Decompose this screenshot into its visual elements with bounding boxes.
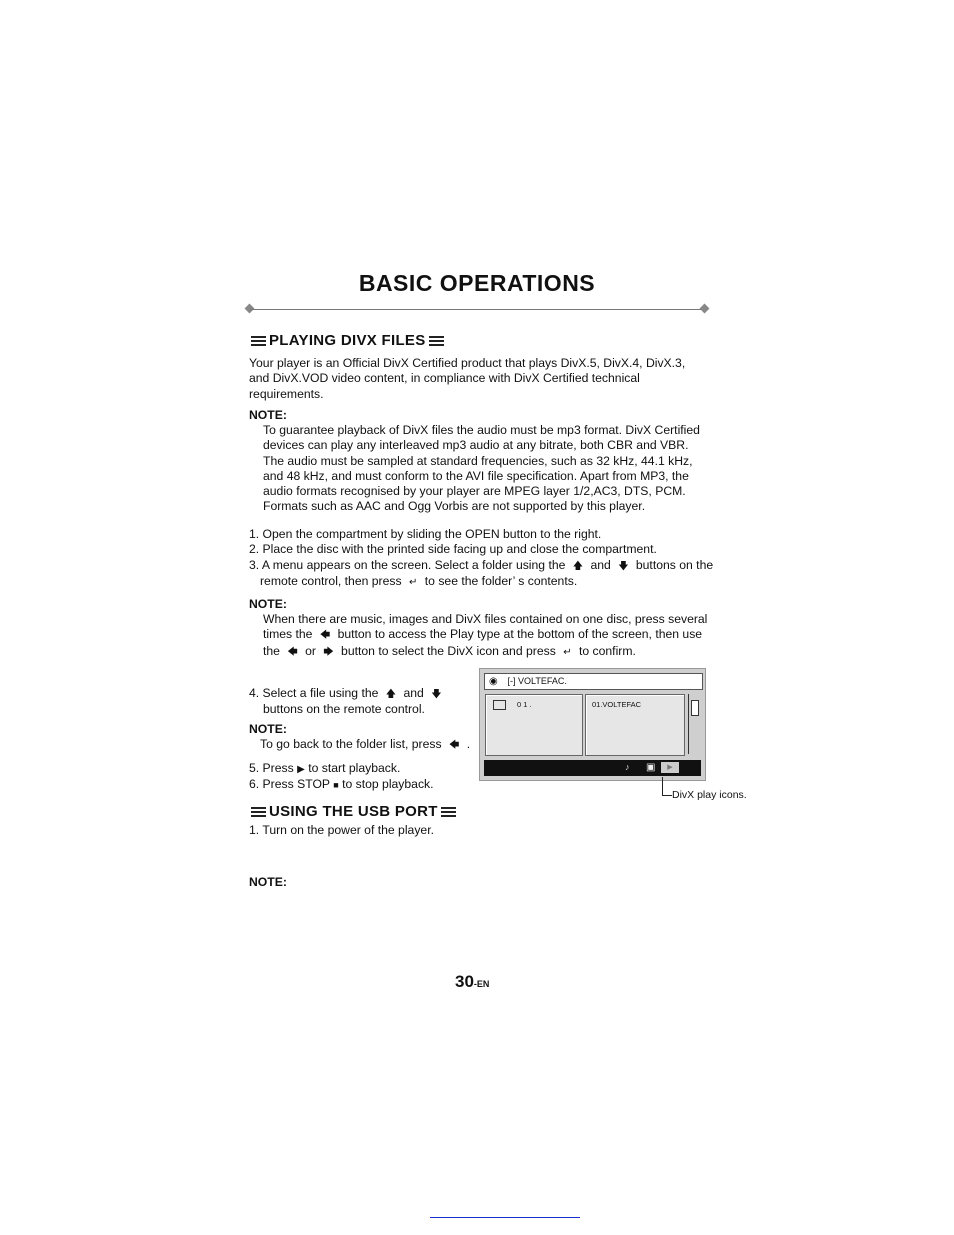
figure-caption: DivX play icons. (672, 789, 747, 801)
arrow-down-icon: 🡇 (618, 560, 629, 572)
step-4 (249, 686, 469, 718)
rule-right-diamond (700, 304, 710, 314)
screen-header-text: [-] VOLTEFAC. (507, 676, 567, 686)
enter-icon: ↵ (563, 646, 572, 658)
file-pane (585, 694, 685, 756)
step-item: 1. Turn on the power of the player. (249, 823, 434, 837)
text-line: requirements. (249, 386, 324, 401)
text-line: times the 🡄 button to access the Play type at the bottom of the screen, then use (263, 627, 733, 643)
scroll-thumb (691, 700, 699, 716)
enter-icon: ↵ (408, 576, 418, 588)
arrow-down-icon: 🡇 (431, 689, 442, 700)
text-line: the 🡄 or 🡆 button to select the DivX icon and press ↵ to confirm. (263, 644, 733, 660)
note-label: NOTE: (249, 597, 287, 611)
disc-icon: ◉ (489, 676, 498, 687)
heading-bars-icon (429, 335, 444, 346)
stop-icon: ■ (333, 780, 339, 791)
divx-menu-screen (479, 668, 706, 781)
text-line: 4. Select a file using the 🡅 and 🡇 (249, 686, 469, 702)
note-label: NOTE: (249, 408, 287, 422)
text-line: and DivX.VOD video content, in compliance with DivX Certified technical (249, 371, 640, 386)
note-paragraph (263, 612, 733, 660)
file-name: 01.VOLTEFAC (592, 700, 642, 709)
heading-bars-icon (251, 806, 266, 817)
screen-scrollbar (688, 694, 699, 754)
callout-leader (662, 777, 672, 796)
screen-header (484, 673, 703, 690)
text-line: To guarantee playback of DivX files the audio must be mp3 format. DivX Certified (263, 423, 700, 437)
step-item: 3. A menu appears on the screen. Select a folder using the 🡅 and 🡇 buttons on the (249, 558, 729, 574)
step-item-continued: remote control, then press ↵ to see the folder’ s contents. (249, 574, 729, 590)
play-type-bar (484, 760, 701, 776)
note-label: NOTE: (249, 875, 287, 889)
page-number: 30-EN (455, 972, 490, 991)
heading-bars-icon (441, 806, 456, 817)
heading-bars-icon (251, 335, 266, 346)
footer-link-line[interactable] (430, 1217, 580, 1218)
folder-name: 0 1 . (517, 700, 532, 709)
steps-list (249, 527, 729, 590)
text-line: Formats such as AAC and Ogg Vorbis are not supported by this player. (263, 499, 646, 514)
divx-play-icon: ▶ (661, 762, 679, 773)
text-line: audio formats recognised by your player are MPEG layer 1/2,AC3, DTS, PCM. (263, 484, 686, 499)
title-divider (250, 309, 706, 310)
note-paragraph (263, 423, 733, 515)
folder-icon (493, 700, 506, 710)
section-heading-text: PLAYING DIVX FILES (269, 332, 426, 349)
note-label: NOTE: (249, 722, 287, 736)
arrow-left-icon: 🡄 (287, 646, 298, 658)
play-icon: ▶ (297, 764, 305, 775)
page-title: BASIC OPERATIONS (358, 270, 596, 296)
arrow-left-icon: 🡄 (448, 740, 460, 751)
text-line: Your player is an Official DivX Certified product that plays DivX.5, DivX.4, DivX.3, (249, 356, 686, 370)
text-line: When there are music, images and DivX files contained on one disc, press several (263, 612, 708, 626)
music-icon: ♪ (625, 762, 630, 772)
intro-paragraph (249, 356, 729, 402)
section-heading-text: USING THE USB PORT (269, 803, 438, 820)
text-line: The audio must be sampled at standard frequencies, such as 32 kHz, 44.1 kHz, (263, 453, 693, 468)
text-line: and 48 kHz, and must conform to the AVI file specification. Apart from MP3, the (263, 468, 689, 483)
arrow-up-icon: 🡅 (385, 689, 397, 700)
image-icon: ▣ (646, 762, 656, 773)
section-heading-usb (248, 803, 459, 820)
arrow-up-icon: 🡅 (572, 560, 584, 572)
text-line: buttons on the remote control. (263, 702, 425, 717)
section-heading-divx (248, 332, 447, 349)
text-line: devices can play any interleaved mp3 audio at any bitrate, both CBR and VBR. (263, 438, 689, 453)
steps-5-6 (249, 761, 469, 794)
note-text: To go back to the folder list, press 🡄 . (260, 737, 480, 753)
step-item: 1. Open the compartment by sliding the OPEN button to the right. (249, 527, 602, 541)
arrow-left-icon: 🡄 (319, 630, 331, 642)
text-line: 6. Press STOP ■ to stop playback. (249, 777, 434, 792)
arrow-right-icon: 🡆 (323, 646, 334, 658)
text-line: 5. Press ▶ to start playback. (249, 761, 401, 775)
folder-pane (485, 694, 583, 756)
step-item: 2. Place the disc with the printed side facing up and close the compartment. (249, 542, 657, 557)
